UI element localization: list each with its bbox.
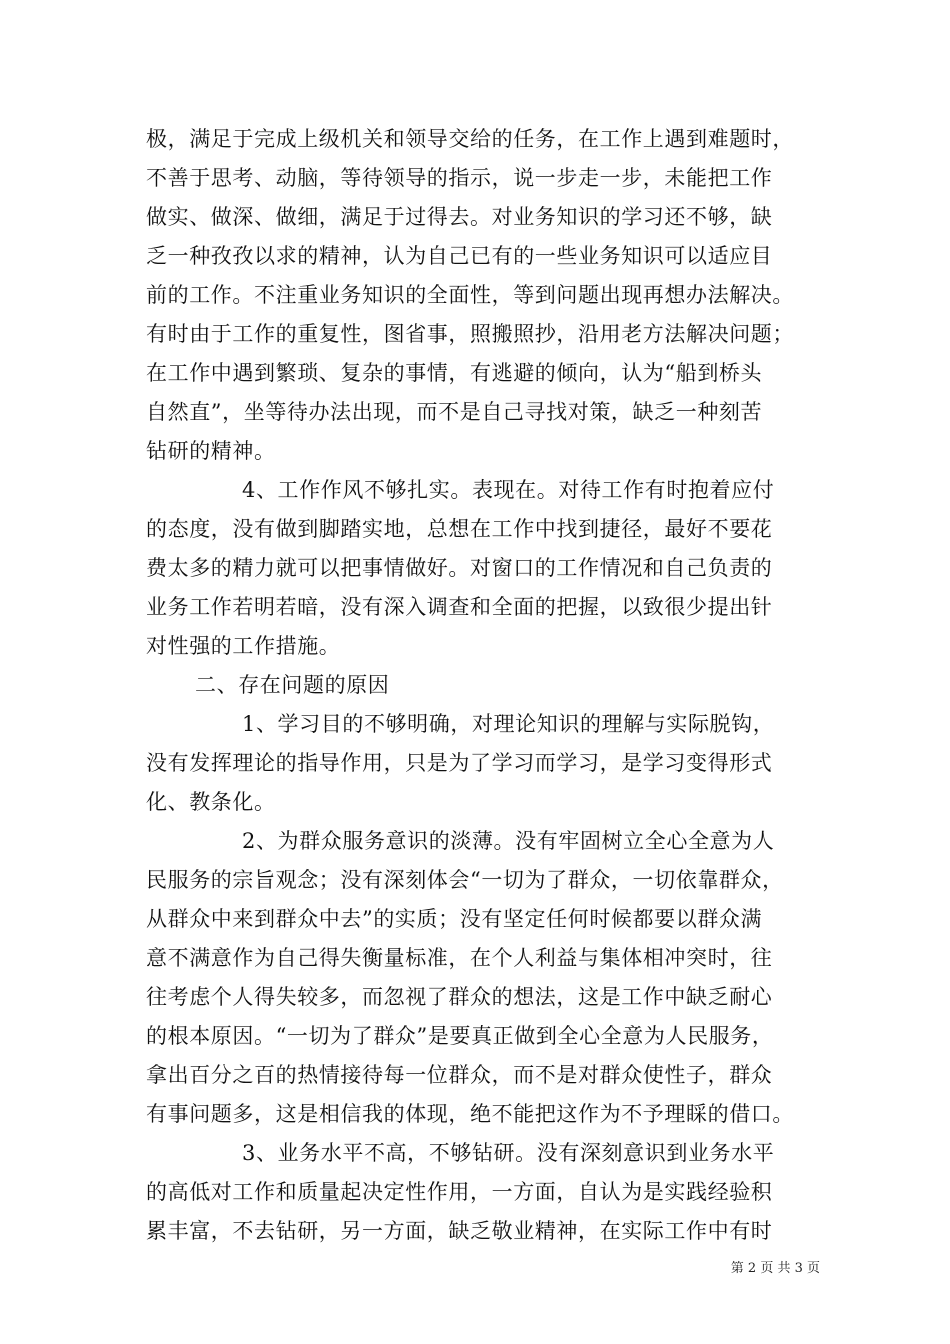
text-line: 不善于思考、动脑，等待领导的指示，说一步走一步，未能把工作	[146, 166, 773, 190]
text-line: 有时由于工作的重复性，图省事，照搬照抄，沿用老方法解决问题；	[146, 322, 794, 346]
text-line: 对性强的工作措施。	[146, 634, 341, 658]
text-line: 有事问题多，这是相信我的体现，绝不能把这作为不予理睬的借口。	[146, 1102, 794, 1126]
section-heading: 二、存在问题的原因	[195, 673, 390, 697]
text-line: 在工作中遇到繁琐、复杂的事情，有逃避的倾向，认为“船到桥头	[146, 361, 763, 385]
paragraph-item-1: 1、学习目的不够明确，对理论知识的理解与实际脱钩，	[242, 712, 775, 736]
text-line: 极，满足于完成上级机关和领导交给的任务，在工作上遇到难题时，	[146, 127, 794, 151]
text-line: 乏一种孜孜以求的精神，认为自己已有的一些业务知识可以适应目	[146, 244, 773, 268]
text-line: 业务工作若明若暗，没有深入调查和全面的把握，以致很少提出针	[146, 595, 773, 619]
text-line: 的高低对工作和质量起决定性作用，一方面，自认为是实践经验积	[146, 1180, 773, 1204]
text-line: 的根本原因。“一切为了群众”是要真正做到全心全意为人民服务，	[146, 1024, 774, 1048]
text-line: 做实、做深、做细，满足于过得去。对业务知识的学习还不够，缺	[146, 205, 773, 229]
paragraph-item-2: 2、为群众服务意识的淡薄。没有牢固树立全心全意为人	[242, 829, 775, 853]
text-line: 的态度，没有做到脚踏实地，总想在工作中找到捷径，最好不要花	[146, 517, 773, 541]
text-line: 民服务的宗旨观念；没有深刻体会“一切为了群众，一切依靠群众，	[146, 868, 784, 892]
text-line: 累丰富，不去钻研，另一方面，缺乏敬业精神，在实际工作中有时	[146, 1219, 773, 1243]
text-line: 钻研的精神。	[146, 439, 276, 463]
text-line: 往考虑个人得失较多，而忽视了群众的想法，这是工作中缺乏耐心	[146, 985, 773, 1009]
text-line: 意不满意作为自己得失衡量标准，在个人利益与集体相冲突时，往	[146, 946, 773, 970]
page-footer: 第 2 页 共 3 页	[730, 1261, 820, 1276]
text-line: 从群众中来到群众中去”的实质；没有坚定任何时候都要以群众满	[146, 907, 763, 931]
text-line: 拿出百分之百的热情接待每一位群众，而不是对群众使性子，群众	[146, 1063, 773, 1087]
text-line: 化、教条化。	[146, 790, 276, 814]
text-line: 费太多的精力就可以把事情做好。对窗口的工作情况和自己负责的	[146, 556, 773, 580]
text-line: 自然直”，坐等待办法出现，而不是自己寻找对策，缺乏一种刻苦	[146, 400, 763, 424]
paragraph-item-4: 4、工作作风不够扎实。表现在。对待工作有时抱着应付	[242, 478, 775, 502]
paragraph-item-3: 3、业务水平不高，不够钻研。没有深刻意识到业务水平	[242, 1141, 775, 1165]
text-line: 前的工作。不注重业务知识的全面性，等到问题出现再想办法解决。	[146, 283, 794, 307]
text-line: 没有发挥理论的指导作用，只是为了学习而学习，是学习变得形式	[146, 751, 773, 775]
